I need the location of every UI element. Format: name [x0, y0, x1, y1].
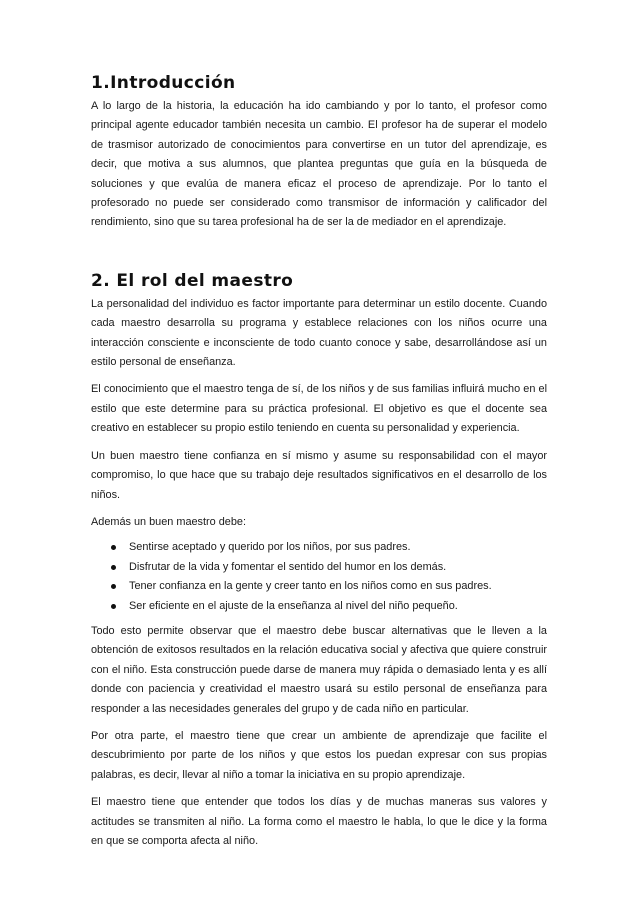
list-intro: Además un buen maestro debe: [91, 515, 246, 528]
list-item [91, 577, 547, 596]
list-item-text: Disfrutar de la vida y fomentar el sentido del humor en los demás. [129, 560, 447, 573]
paragraph: El maestro tiene que entender que todos los días y de muchas maneras sus valores y actitudes se transmiten al niño. La forma como el maestro le habla, lo que le dice y la forma en que se comporta afecta al niño. [91, 796, 547, 847]
list-item-text: Sentirse aceptado y querido por los niños, por sus padres. [129, 541, 411, 554]
list-item [91, 538, 547, 557]
list-item-text: Ser eficiente en el ajuste de la enseñanza al nivel del niño pequeño. [129, 599, 458, 612]
paragraph: El conocimiento que el maestro tenga de sí, de los niños y de sus familias influirá mucho en el estilo que este determine para su práctica profesional. El objetivo es que el docente sea creativo en establecer su propio estilo teniendo en cuenta su personalidad y experiencia. [91, 383, 547, 435]
section-heading-rol-del-maestro: 2. El rol del maestro [91, 270, 294, 291]
section-heading-introduccion: 1.Introducción [91, 73, 236, 93]
bullet-icon [111, 565, 116, 570]
paragraph: Por otra parte, el maestro tiene que crear un ambiente de aprendizaje que facilite el descubrimiento por parte de los niños y que estos los puedan expresar con sus propias palabras, es decir, llevar al niño a tomar la iniciativa en su propio aprendizaje. [91, 729, 547, 781]
list-item-text: Tener confianza en la gente y creer tanto en los niños como en sus padres. [129, 580, 492, 593]
document-page [91, 73, 547, 851]
bullet-icon [111, 604, 116, 609]
bullet-icon [111, 584, 116, 589]
bullet-icon [111, 545, 116, 550]
paragraph: Un buen maestro tiene confianza en sí mismo y asume su responsabilidad con el mayor compromiso, lo que hace que su trabajo deje resultados significativos en el desarrollo de los niños. [91, 449, 547, 501]
bullet-list [91, 538, 547, 616]
paragraph: La personalidad del individuo es factor importante para determinar un estilo docente. Cuando cada maestro desarrolla su programa y establece relaciones con los niños ocurre una interacción consciente e inconsciente de todo cuanto conoce y sabe, desarrollándose así un estilo personal de enseñanza. [91, 297, 547, 369]
list-item [91, 597, 547, 616]
list-item [91, 558, 547, 577]
paragraph: A lo largo de la historia, la educación ha ido cambiando y por lo tanto, el profesor como principal agente educador también necesita un cambio. El profesor ha de superar el modelo de trasmisor autorizado de conocimientos para convertirse en un tutor del aprendizaje, es decir, que motiva a sus alumnos, que plantea preguntas que guía en la búsqueda de soluciones y que evalúa de manera eficaz el proceso de aprendizaje. Por lo tanto el profesorado no puede ser considerado como transmisor de información y calificador del rendimiento, sino que su tarea profesional ha de ser la de mediador en el aprendizaje. [91, 100, 547, 229]
paragraph: Todo esto permite observar que el maestro debe buscar alternativas que le lleven a la obtención de exitosos resultados en la relación educativa social y afectiva que quiere construir con el niño. Esta construcción puede darse de manera muy rápida o demasiado lenta y es allí donde con paciencia y creatividad el maestro usará su estilo personal de enseñanza para responder a las necesidades generales del grupo y de cada niño en particular. [91, 624, 547, 715]
